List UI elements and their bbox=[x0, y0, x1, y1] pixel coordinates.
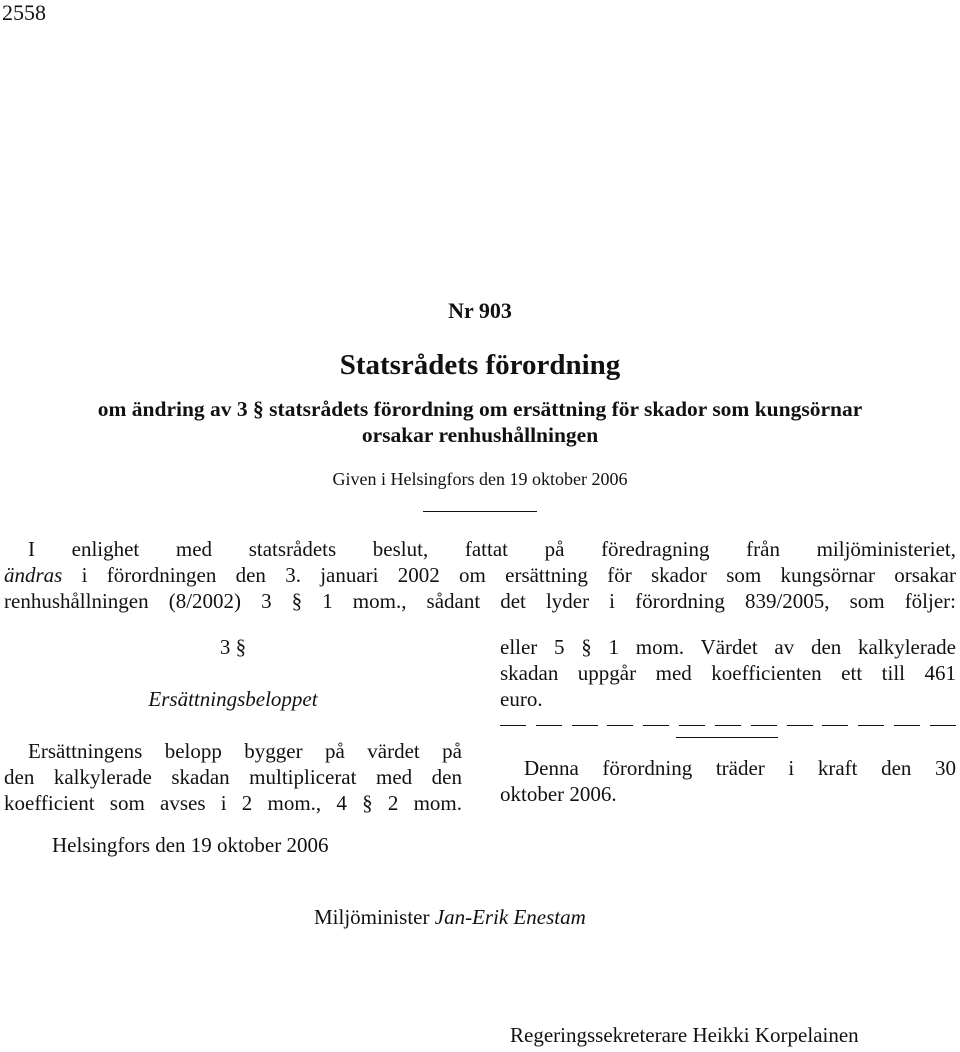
divider-spacer bbox=[500, 738, 956, 755]
continuation-line: eller 5 § 1 mom. Värdet av den kalkylerade bbox=[500, 635, 956, 659]
paragraph-line: den kalkylerade skadan multiplicerat med den bbox=[4, 765, 462, 789]
dash bbox=[858, 725, 884, 726]
document-title: Statsrådets förordning bbox=[339, 349, 621, 381]
dash bbox=[536, 725, 562, 726]
continuation-line: skadan uppgår med koefficienten ett till 461 bbox=[500, 661, 956, 685]
right-column bbox=[500, 634, 956, 807]
section-continuation bbox=[500, 634, 956, 712]
dash bbox=[572, 725, 598, 726]
preamble bbox=[4, 536, 956, 614]
section-divider bbox=[676, 737, 778, 738]
entry-line: Denna förordning träder i kraft den 30 bbox=[524, 756, 956, 780]
minister-title: Miljöminister bbox=[314, 905, 435, 929]
dash bbox=[751, 725, 777, 726]
dash bbox=[643, 725, 669, 726]
document-subtitle bbox=[0, 396, 960, 448]
omission-dashes bbox=[500, 712, 956, 738]
given-date: Given i Helsingfors den 19 oktober 2006 bbox=[332, 469, 628, 489]
section-heading: Ersättningsbeloppet bbox=[148, 687, 318, 711]
section-number: 3 § bbox=[219, 635, 247, 659]
minister-signature bbox=[314, 904, 586, 930]
subtitle-line-2: orsakar renhushållningen bbox=[361, 423, 599, 447]
preamble-line-3: renhushållningen (8/2002) 3 § 1 mom., sådant det lyder i förordning 839/2005, som följer: bbox=[4, 589, 956, 613]
preamble-line-2 bbox=[4, 562, 956, 588]
statute-number: Nr 903 bbox=[448, 298, 512, 323]
preamble-line-1: I enlighet med statsrådets beslut, fattat på föredragning från miljöministeriet, bbox=[28, 537, 956, 561]
dash bbox=[822, 725, 848, 726]
left-column bbox=[4, 634, 462, 816]
preamble-line-2-text: i förordningen den 3. januari 2002 om ersättning för skador som kungsörnar orsakar bbox=[62, 563, 956, 587]
paragraph-line: koefficient som avses i 2 mom., 4 § 2 mom. bbox=[4, 791, 462, 815]
minister-name: Jan-Erik Enestam bbox=[434, 905, 586, 929]
dash bbox=[894, 725, 920, 726]
section-paragraph bbox=[4, 738, 462, 816]
paragraph-line: Ersättningens belopp bygger på värdet på bbox=[28, 739, 462, 763]
place-date: Helsingfors den 19 oktober 2006 bbox=[52, 833, 329, 857]
dash bbox=[715, 725, 741, 726]
subtitle-line-1: om ändring av 3 § statsrådets förordning om ersättning för skador som kungsörnar bbox=[97, 397, 863, 421]
dash bbox=[607, 725, 633, 726]
amendment-verb: ändras bbox=[4, 563, 63, 587]
continuation-line: euro. bbox=[500, 687, 543, 711]
entry-line: oktober 2006. bbox=[500, 782, 617, 806]
page-number: 2558 bbox=[2, 0, 46, 25]
secretary-signature: Regeringssekreterare Heikki Korpelainen bbox=[510, 1023, 859, 1047]
dash bbox=[679, 725, 705, 726]
dash bbox=[930, 725, 956, 726]
dash bbox=[500, 725, 526, 726]
title-divider bbox=[423, 511, 537, 512]
entry-into-force bbox=[500, 755, 956, 807]
dash bbox=[787, 725, 813, 726]
